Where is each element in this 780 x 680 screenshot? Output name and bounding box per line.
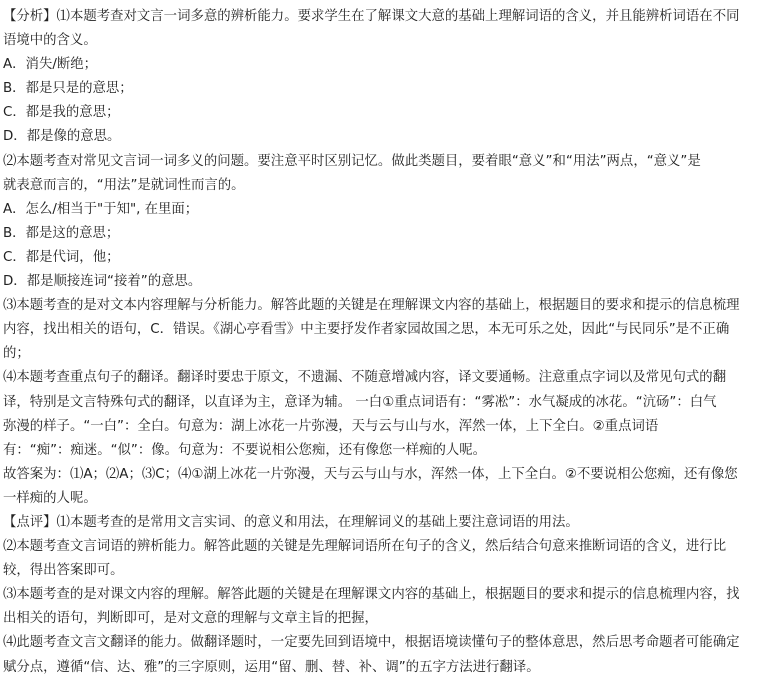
analysis-q4-line-4: 有：“痴”：痴迷。“似”：像。句意为：不要说相公您痴，还有像您一样痴的人呢。 xyxy=(3,442,487,458)
analysis-option-c-2: C．都是代词，他； xyxy=(3,249,120,265)
analysis-q3-line-1: ⑶本题考查的是对文本内容理解与分析能力。解答此题的关键是在理解课文内容的基础上，根据题目的要求和提示的信息梳理 xyxy=(3,298,740,314)
comment-q3-line-1: ⑶本题考查的是对课文内容的理解。解答此题的关键是在理解课文内容的基础上，根据题目的要求和提示的信息梳理内容，找 xyxy=(3,587,740,603)
analysis-option-c-1: C．都是我的意思； xyxy=(3,105,120,121)
answer-summary-line-1: 故答案为：⑴A；⑵A；⑶C；⑷①湖上冰花一片弥漫，天与云与山与水，浑然一体，上下全白。②不要说相公您痴，还有像您 xyxy=(3,466,738,482)
analysis-option-d-2: D．都是顺接连词“接着”的意思。 xyxy=(3,274,202,290)
analysis-option-a-1: A．消失/断绝； xyxy=(3,57,98,73)
analysis-q3-line-3: 的； xyxy=(3,346,30,362)
analysis-option-a-2: A．怎么/相当于"于知", 在里面； xyxy=(3,201,199,217)
comment-q4-line-2: 赋分点，遵循“信、达、雅”的三字原则，运用“留、删、替、补、调”的五字方法进行翻译。 xyxy=(3,659,540,675)
analysis-line-2: 语境中的含义。 xyxy=(3,33,97,49)
comment-line-1: 【点评】⑴本题考查的是常用文言实词、的意义和用法，在理解词义的基础上要注意词语的用法。 xyxy=(3,514,579,530)
analysis-option-b-1: B．都是只是的意思； xyxy=(3,81,133,97)
analysis-option-d-1: D．都是像的意思。 xyxy=(3,129,121,145)
analysis-q4-line-2: 译，特别是文言特殊句式的翻译，以直译为主，意译为辅。 一白①重点词语有：“雾凇”：水气凝成的冰花。“沆砀”：白气 xyxy=(3,394,717,410)
analysis-q4-line-1: ⑷本题考查重点句子的翻译。翻译时要忠于原文，不遗漏、不随意增减内容，译文要通畅。注意重点字词以及常见句式的翻 xyxy=(3,370,727,386)
analysis-q4-line-3: 弥漫的样子。“一白”：全白。句意为：湖上冰花一片弥漫，天与云与山与水，浑然一体，上下全白。②重点词语 xyxy=(3,418,659,434)
analysis-q2-line-1: ⑵本题考查对常见文言词一词多义的问题。要注意平时区别记忆。做此类题目，要着眼“意义”和“用法”两点，“意义”是 xyxy=(3,153,701,169)
analysis-q3-line-2: 内容，找出相关的语句，C．错误。《湖心亭看雪》中主要抒发作者家园故国之思，本无可乐之处，因此“与民同乐”是不正确 xyxy=(3,322,730,338)
comment-q2-line-2: 较，得出答案即可。 xyxy=(3,563,124,579)
comment-q4-line-1: ⑷此题考查文言文翻译的能力。做翻译题时，一定要先回到语境中，根据语境读懂句子的整体意思，然后思考命题者可能确定 xyxy=(3,635,740,651)
analysis-q2-line-2: 就表意而言的，“用法”是就词性而言的。 xyxy=(3,177,245,193)
analysis-option-b-2: B．都是这的意思； xyxy=(3,225,120,241)
comment-q2-line-1: ⑵本题考查文言词语的辨析能力。解答此题的关键是先理解词语所在句子的含义，然后结合句意来推断词语的含义，进行比 xyxy=(3,539,727,555)
analysis-line-1: 【分析】⑴本题考查对文言一词多意的辨析能力。要求学生在了解课文大意的基础上理解词语的含义，并且能辨析词语在不同 xyxy=(3,9,740,24)
answer-summary-line-2: 一样痴的人呢。 xyxy=(3,490,97,506)
comment-q3-line-2: 出相关的语句，判断即可，是对文意的理解与文章主旨的把握， xyxy=(3,611,378,627)
